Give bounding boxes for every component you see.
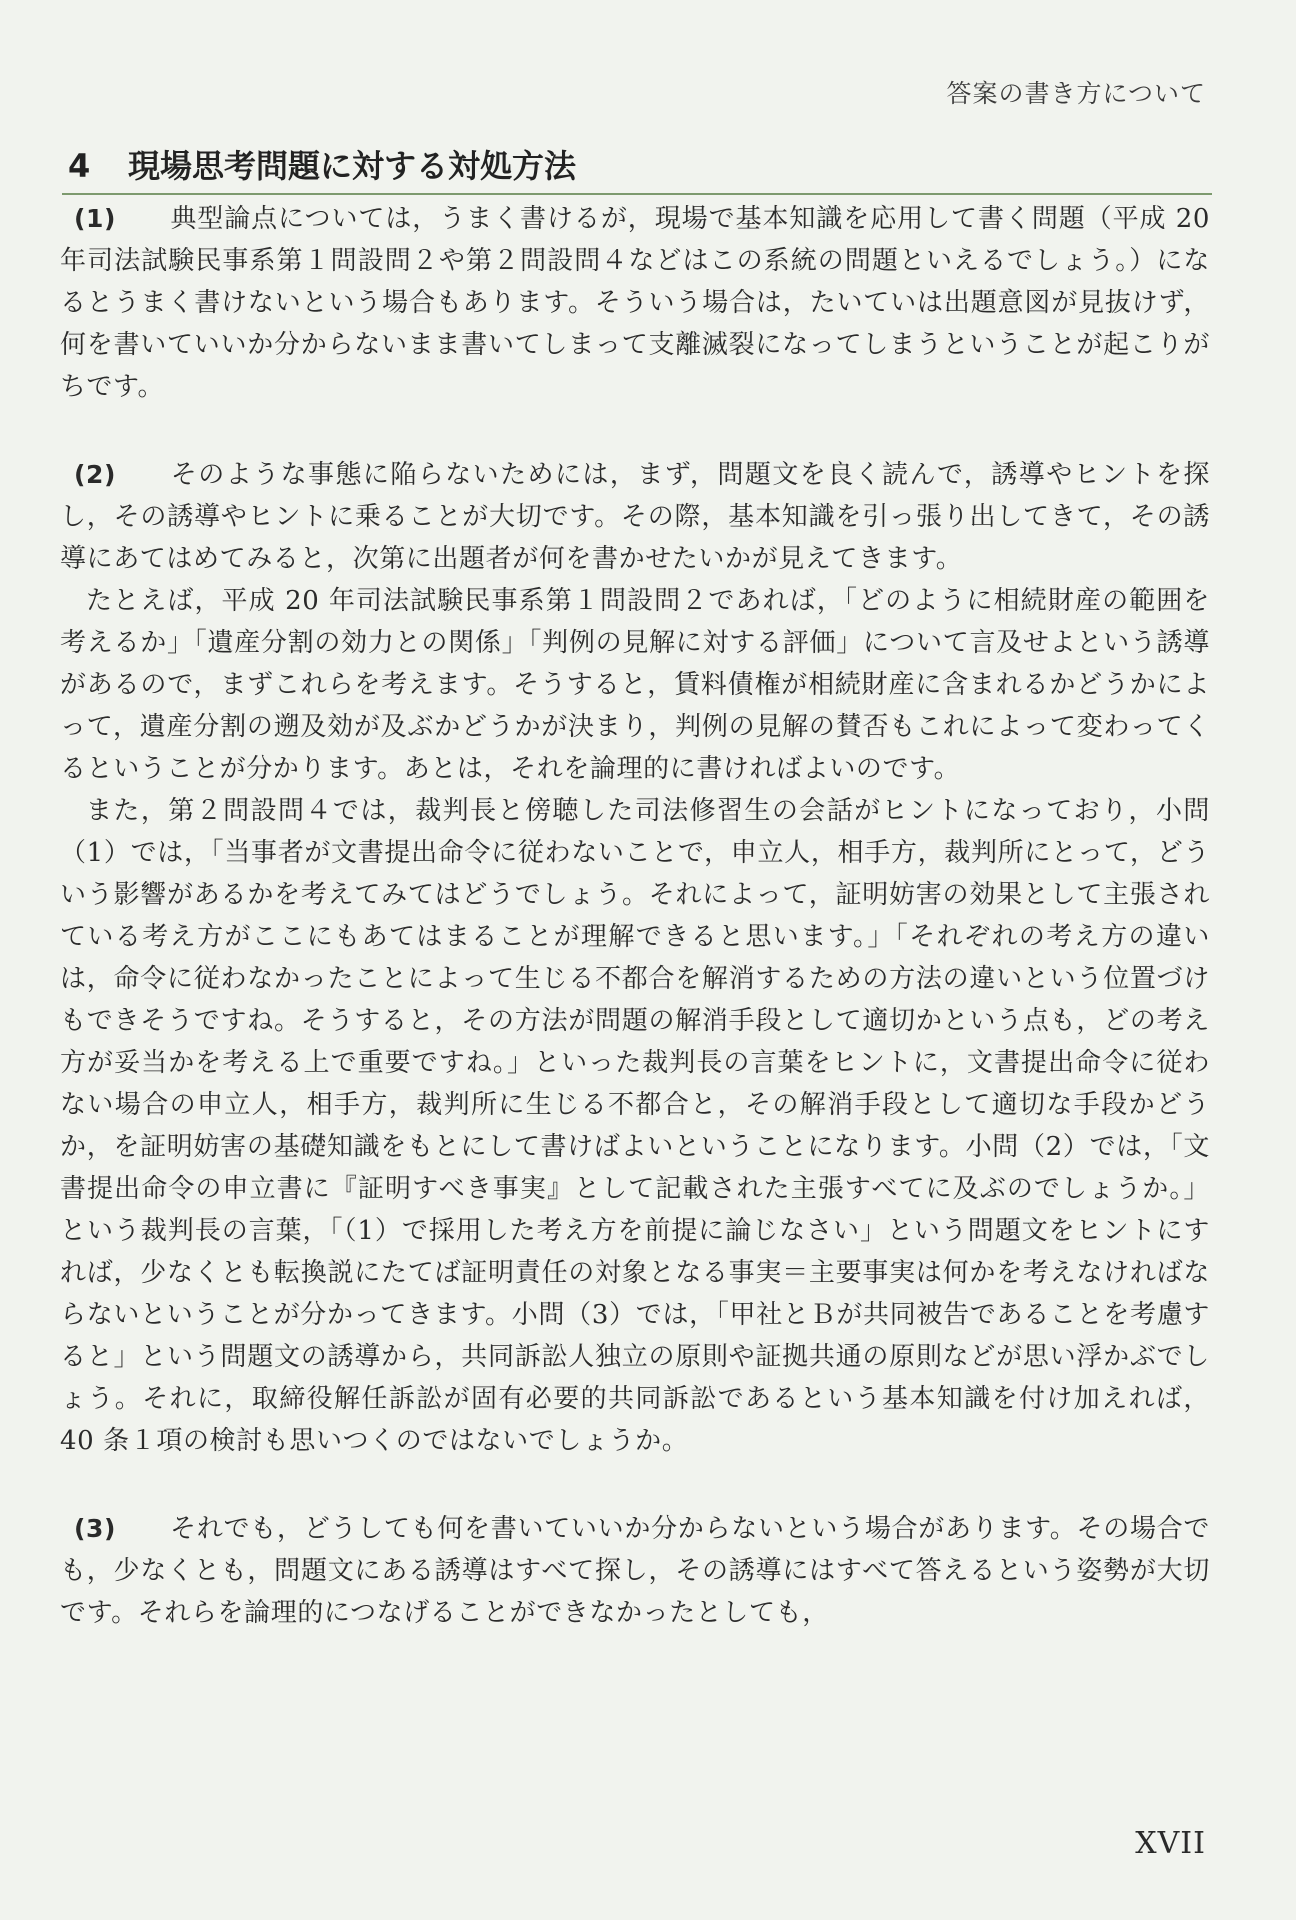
section-number: 4 (68, 147, 91, 185)
paragraph-number: (2) (74, 460, 117, 489)
running-header: 答案の書き方について (946, 79, 1206, 108)
paragraph-number: (1) (74, 204, 117, 233)
paragraph-text: また，第２問設問４では，裁判長と傍聴した司法修習生の会話がヒントになっており，小問（1）では，「当事者が文書提出命令に従わないことで，申立人，相手方，裁判所にとって，どういう影響があるかを考えてみてはどうでしょう。それによって，証明妨害の効果として主張されている考え方がここにもあてはまることが理解できると思います。」「それぞれの考え方の違いは，命令に従わなかったことによって生じる不都合を解消するための方法の違いという位置づけもできそうですね。そうすると，その方法が問題の解消手段として適切かという点も，どの考え方が妥当かを考える上で重要ですね。」といった裁判長の言葉をヒントに，文書提出命令に従わない場合の申立人，相手方，裁判所に生じる不都合と，その解消手段として適切な手段かどうか，を証明妨害の基礎知識をもとにして書けばよいということになります。小問（2）では，「文書提出命令の申立書に『証明すべき事実』として記載された主張すべてに及ぶのでしょうか。」という裁判長の言葉，「（1）で採用した考え方を前提に論じなさい」という問題文をヒントにすれば，少なくとも転換説にたてば証明責任の対象となる事実＝主要事実は何かを考えなければならないということが分かってきます。小問（3）では，「甲社とＢが共同被告であることを考慮すると」という問題文の誘導から，共同訴訟人独立の原則や証拠共通の原則などが思い浮かぶでしょう。それに，取締役解任訴訟が固有必要的共同訴訟であるという基本知識を付け加えれば，40 条１項の検討も思いつくのではないでしょうか。 (60, 796, 1210, 1456)
page-number: XVII (1135, 1826, 1206, 1861)
paragraph-number: (3) (74, 1514, 117, 1543)
paragraph-2 (60, 454, 1210, 580)
section-title: 現場思考問題に対する対処方法 (128, 147, 577, 185)
paragraph-1 (60, 198, 1210, 408)
paragraph-text: そのような事態に陥らないためには，まず，問題文を良く読んで，誘導やヒントを探し，その誘導やヒントに乗ることが大切です。その際，基本知識を引っ張り出してきて，その誘導にあてはめてみると，次第に出題者が何を書かせたいかが見えてきます。 (60, 460, 1210, 574)
paragraph-3 (60, 580, 1210, 790)
paragraph-4 (60, 790, 1210, 1462)
paragraph-text: 典型論点については，うまく書けるが，現場で基本知識を応用して書く問題（平成 20 年司法試験民事系第１問設問２や第２問設問４などはこの系統の問題といえるでしょう。）になるとうまく書けないという場合もあります。そういう場合は，たいていは出題意図が見抜けず，何を書いていいか分からないまま書いてしまって支離滅裂になってしまうということが起こりがちです。 (60, 204, 1210, 402)
body-text (60, 198, 1210, 1634)
paragraph-5 (60, 1508, 1210, 1634)
paragraph-text: それでも，どうしても何を書いていいか分からないという場合があります。その場合でも，少なくとも，問題文にある誘導はすべて探し，その誘導にはすべて答えるという姿勢が大切です。それらを論理的につなげることができなかったとしても， (60, 1514, 1210, 1628)
section-heading (62, 141, 1212, 195)
paragraph-text: たとえば，平成 20 年司法試験民事系第１問設問２であれば，「どのように相続財産の範囲を考えるか」「遺産分割の効力との関係」「判例の見解に対する評価」について言及せよという誘導があるので，まずこれらを考えます。そうすると，賃料債権が相続財産に含まれるかどうかによって，遺産分割の遡及効が及ぶかどうかが決まり，判例の見解の賛否もこれによって変わってくるということが分かります。あとは，それを論理的に書ければよいのです。 (60, 586, 1210, 784)
